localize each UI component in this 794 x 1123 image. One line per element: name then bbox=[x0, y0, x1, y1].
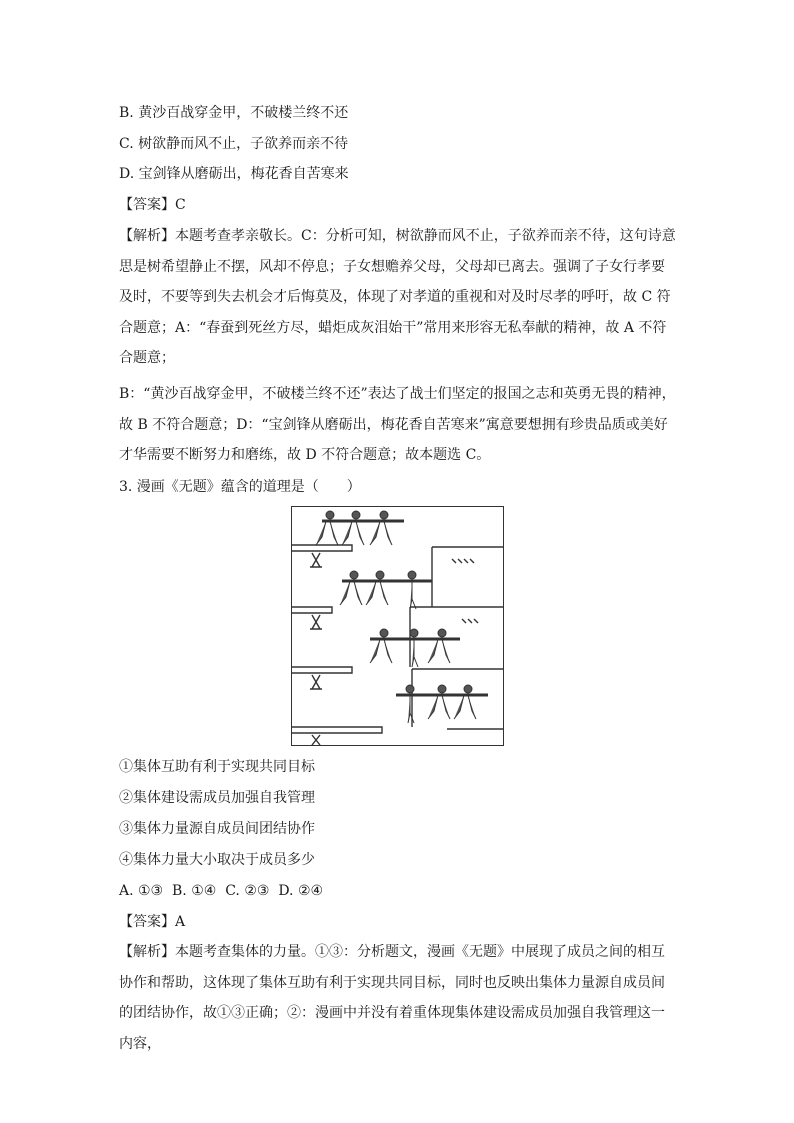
answer-value: A bbox=[175, 914, 186, 930]
analysis-text: 本题考查集体的力量。①③：分析题文，漫画《无题》中展现了成员之间的相互协作和帮助，这体现了集体互助有利于实现共同目标，同时也反映出集体力量源自成员间的团结协作，故①③正确；②：漫画中并没有着重体现集体建设需成员加强自我管理这一内容， bbox=[119, 944, 665, 1052]
analysis-tag: 【解析】 bbox=[119, 944, 175, 960]
answer-tag: 【答案】 bbox=[119, 197, 175, 213]
analysis-text: B：“黄沙百战穿金甲，不破楼兰终不还”表达了战士们坚定的报国之志和英勇无畏的精神，故 B 不符合题意；D：“宝剑锋从磨砺出，梅花香自苦寒来”寓意要想拥有珍贵品质或美好才华需要不断努力和磨练，故 D 不符合题意；故本题选 C。 bbox=[119, 386, 676, 463]
statement-4: ④集体力量大小取决于成员多少 bbox=[119, 852, 315, 868]
statement-2: ②集体建设需成员加强自我管理 bbox=[119, 790, 315, 806]
option-label: D. bbox=[119, 166, 135, 182]
option-label: B. bbox=[119, 105, 134, 121]
answer-choices: A. ①③ B. ①④ C. ②③ D. ②④ bbox=[119, 883, 324, 899]
option-label: C. bbox=[119, 136, 134, 152]
answer-tag: 【答案】 bbox=[119, 914, 175, 930]
option-text: 宝剑锋从磨砺出，梅花香自苦寒来 bbox=[138, 166, 349, 182]
analysis-1 bbox=[119, 221, 677, 374]
analysis-tag: 【解析】 bbox=[119, 228, 175, 244]
analysis-1-cont bbox=[119, 379, 677, 471]
answer-value: C bbox=[175, 197, 186, 213]
analysis-text: 本题考查孝亲敬长。C：分析可知，树欲静而风不止，子欲养而亲不待，这句诗意思是树希望静止不摆，风却不停息；子女想赡养父母，父母却已离去。强调了子女行孝要及时，不要等到失去机会才后悔莫及，体现了对孝道的重视和对及时尽孝的呼吁，故 C 符合题意；A：“春蚕到死丝方尽，蜡炬成灰泪始干”常用来形容无私奉献的精神，故 A 不符合题意； bbox=[119, 228, 676, 366]
answer-1 bbox=[119, 195, 679, 215]
option-d bbox=[119, 164, 679, 184]
statement-1: ①集体互助有利于实现共同目标 bbox=[119, 759, 315, 775]
cartoon-figure bbox=[291, 506, 504, 746]
option-text: 树欲静而风不止，子欲养而亲不待 bbox=[138, 136, 349, 152]
statement-3: ③集体力量源自成员间团结协作 bbox=[119, 821, 315, 837]
analysis-2 bbox=[119, 937, 677, 1059]
cartoon-illustration bbox=[292, 507, 503, 745]
question-3-stem: 3. 漫画《无题》蕴含的道理是（ ） bbox=[119, 479, 361, 495]
answer-2 bbox=[119, 912, 679, 932]
option-b bbox=[119, 103, 679, 123]
option-text: 黄沙百战穿金甲，不破楼兰终不还 bbox=[138, 105, 349, 121]
option-c bbox=[119, 134, 679, 154]
